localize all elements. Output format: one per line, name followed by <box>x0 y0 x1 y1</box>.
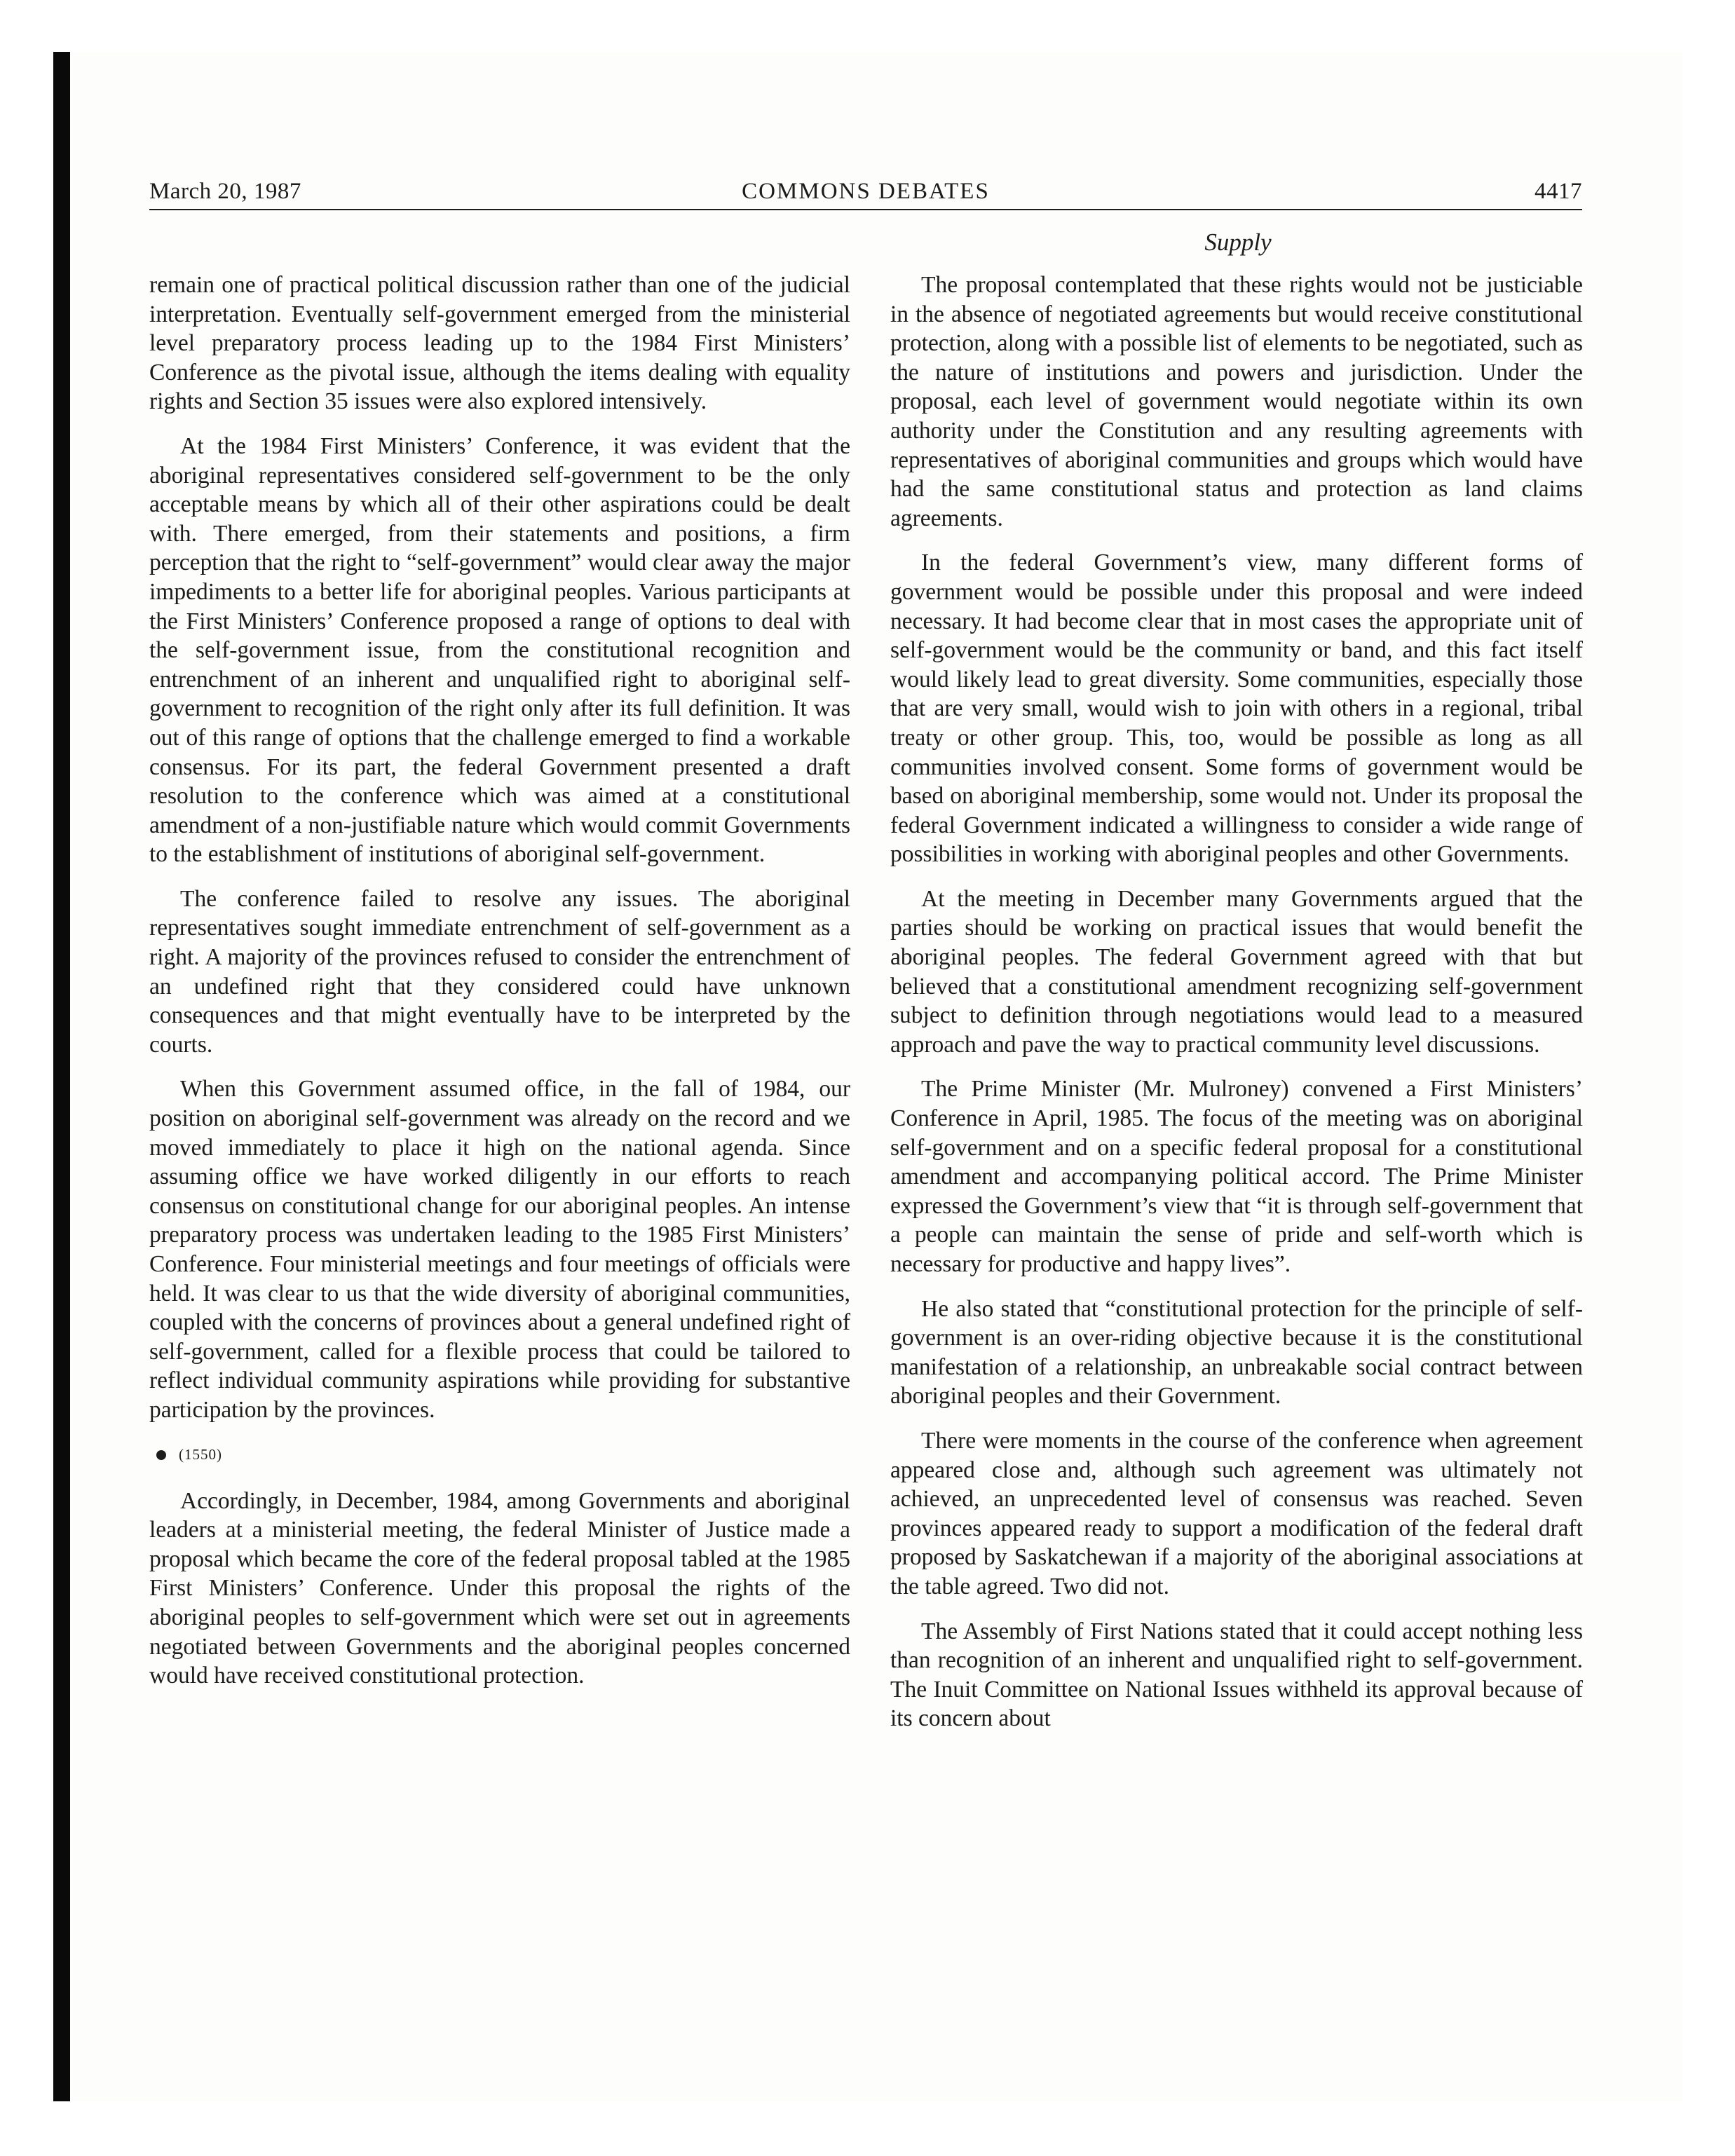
time-marker-text: (1550) <box>179 1445 222 1463</box>
bullet-icon <box>156 1450 166 1460</box>
paragraph: The proposal contemplated that these rights would not be justiciable in the absence of negotiated agreements but would receive constitutional protection, along with a possible list of elements to be negotiated, such as the nature of institutions and powers and jurisdiction. Under the proposal, each level of government would negotiate within its own authority under the Constitution and any resulting agreements with representatives of aboriginal communities and groups which would have had the same constitutional status and protection as land claims agreements. <box>890 272 1583 531</box>
paragraph: He also stated that “constitutional protection for the principle of self-government is an over-riding objective because it is the constitutional manifestation of a relationship, an unbreakable social contract between aboriginal peoples and their Government. <box>890 1295 1583 1410</box>
header-title: COMMONS DEBATES <box>742 179 990 204</box>
scan-edge <box>53 52 70 2101</box>
right-column <box>890 271 1583 1749</box>
paragraph: There were moments in the course of the conference when agreement appeared close and, although such agreement was ultimately not achieved, an unprecedented level of consensus was reached. Seven provinces appeared ready to support a modification of the federal draft proposed by Saskatchewan if a majority of the aboriginal associations at the table agreed. Two did not. <box>890 1427 1583 1599</box>
header-rule <box>149 209 1582 210</box>
header-date: March 20, 1987 <box>149 179 301 204</box>
paragraph: At the 1984 First Ministers’ Conference, it was evident that the aboriginal representatives considered self-government to be the only acceptable means by which all of their other aspirations could be dealt with. There emerged, from their statements and positions, a firm perception that the right to “self-government” would clear away the major impediments to a better life for aboriginal peoples. Various participants at the First Ministers’ Conference proposed a range of options to deal with the self-government issue, from the constitutional recognition and entrenchment of an inherent and unqualified right to aboriginal self-government to recognition of the right only after its full definition. It was out of this range of options that the challenge emerged to find a workable consensus. For its part, the federal Government presented a draft resolution to the conference which was aimed at a constitutional amendment of a non-justifiable nature which would commit Governments to the establishment of institutions of aboriginal self-government. <box>149 432 850 868</box>
paragraph: The conference failed to resolve any issues. The aboriginal representatives sought immediate entrenchment of self-government as a right. A majority of the provinces refused to consider the entrenchment of an undefined right that they considered could have unknown consequences and that might eventually have to be interpreted by the courts. <box>149 885 850 1058</box>
paragraph: Accordingly, in December, 1984, among Governments and aboriginal leaders at a ministerial meeting, the federal Minister of Justice made a proposal which became the core of the federal proposal tabled at the 1985 First Ministers’ Conference. Under this proposal the rights of the aboriginal peoples to self-government which were set out in agreements negotiated between Governments and the aboriginal peoples concerned would have received constitutional protection. <box>149 1487 850 1689</box>
paragraph: remain one of practical political discussion rather than one of the judicial interpretation. Eventually self-government emerged from the ministerial level preparatory process leading up to the 1984 First Ministers’ Conference as the pivotal issue, although the items dealing with equality rights and Section 35 issues were also explored intensively. <box>149 272 850 415</box>
left-column <box>149 271 850 1706</box>
paragraph: The Prime Minister (Mr. Mulroney) convened a First Ministers’ Conference in April, 1985. The focus of the meeting was on aboriginal self-government and on a specific federal proposal for a constitutional amendment and accompanying political accord. The Prime Minister expressed the Government’s view that “it is through self-government that a people can maintain the sense of pride and self-worth which is necessary for productive and happy lives”. <box>890 1076 1583 1277</box>
section-label: Supply <box>1204 228 1272 256</box>
paragraph: At the meeting in December many Governments argued that the parties should be working on practical issues that would benefit the aboriginal peoples. The federal Government agreed with that but believed that a constitutional amendment recognizing self-government subject to definition through negotiations would lead to a measured approach and pave the way to practical community level discussions. <box>890 885 1583 1058</box>
paragraph: The Assembly of First Nations stated that it could accept nothing less than recognition of an inherent and unqualified right to self-government. The Inuit Committee on National Issues withheld its approval because of its concern about <box>890 1618 1583 1732</box>
paragraph: When this Government assumed office, in the fall of 1984, our position on aboriginal self-government was already on the record and we moved immediately to place it high on the national agenda. Since assuming office we have worked diligently in our efforts to reach consensus on constitutional change for our aboriginal peoples. An intense preparatory process was undertaken leading to the 1985 First Ministers’ Conference. Four ministerial meetings and four meetings of officials were held. It was clear to us that the wide diversity of aboriginal communities, coupled with the concerns of provinces about a general undefined right of self-government, called for a flexible process that could be tailored to reflect individual community aspirations while providing for substantive participation by the provinces. <box>149 1076 850 1423</box>
header-page-number: 4417 <box>1535 179 1582 204</box>
paragraph: In the federal Government’s view, many different forms of government would be possible under this proposal and were indeed necessary. It had become clear that in most cases the appropriate unit of self-government would be the community or band, and this fact itself would likely lead to great diversity. Some communities, especially those that are very small, would wish to join with others in a regional, tribal treaty or other group. This, too, would be possible as long as all communities involved consent. Some forms of government would be based on aboriginal membership, some would not. Under its proposal the federal Government indicated a willingness to consider a wide range of possibilities in working with aboriginal peoples and other Governments. <box>890 550 1583 868</box>
time-marker <box>149 1440 850 1468</box>
